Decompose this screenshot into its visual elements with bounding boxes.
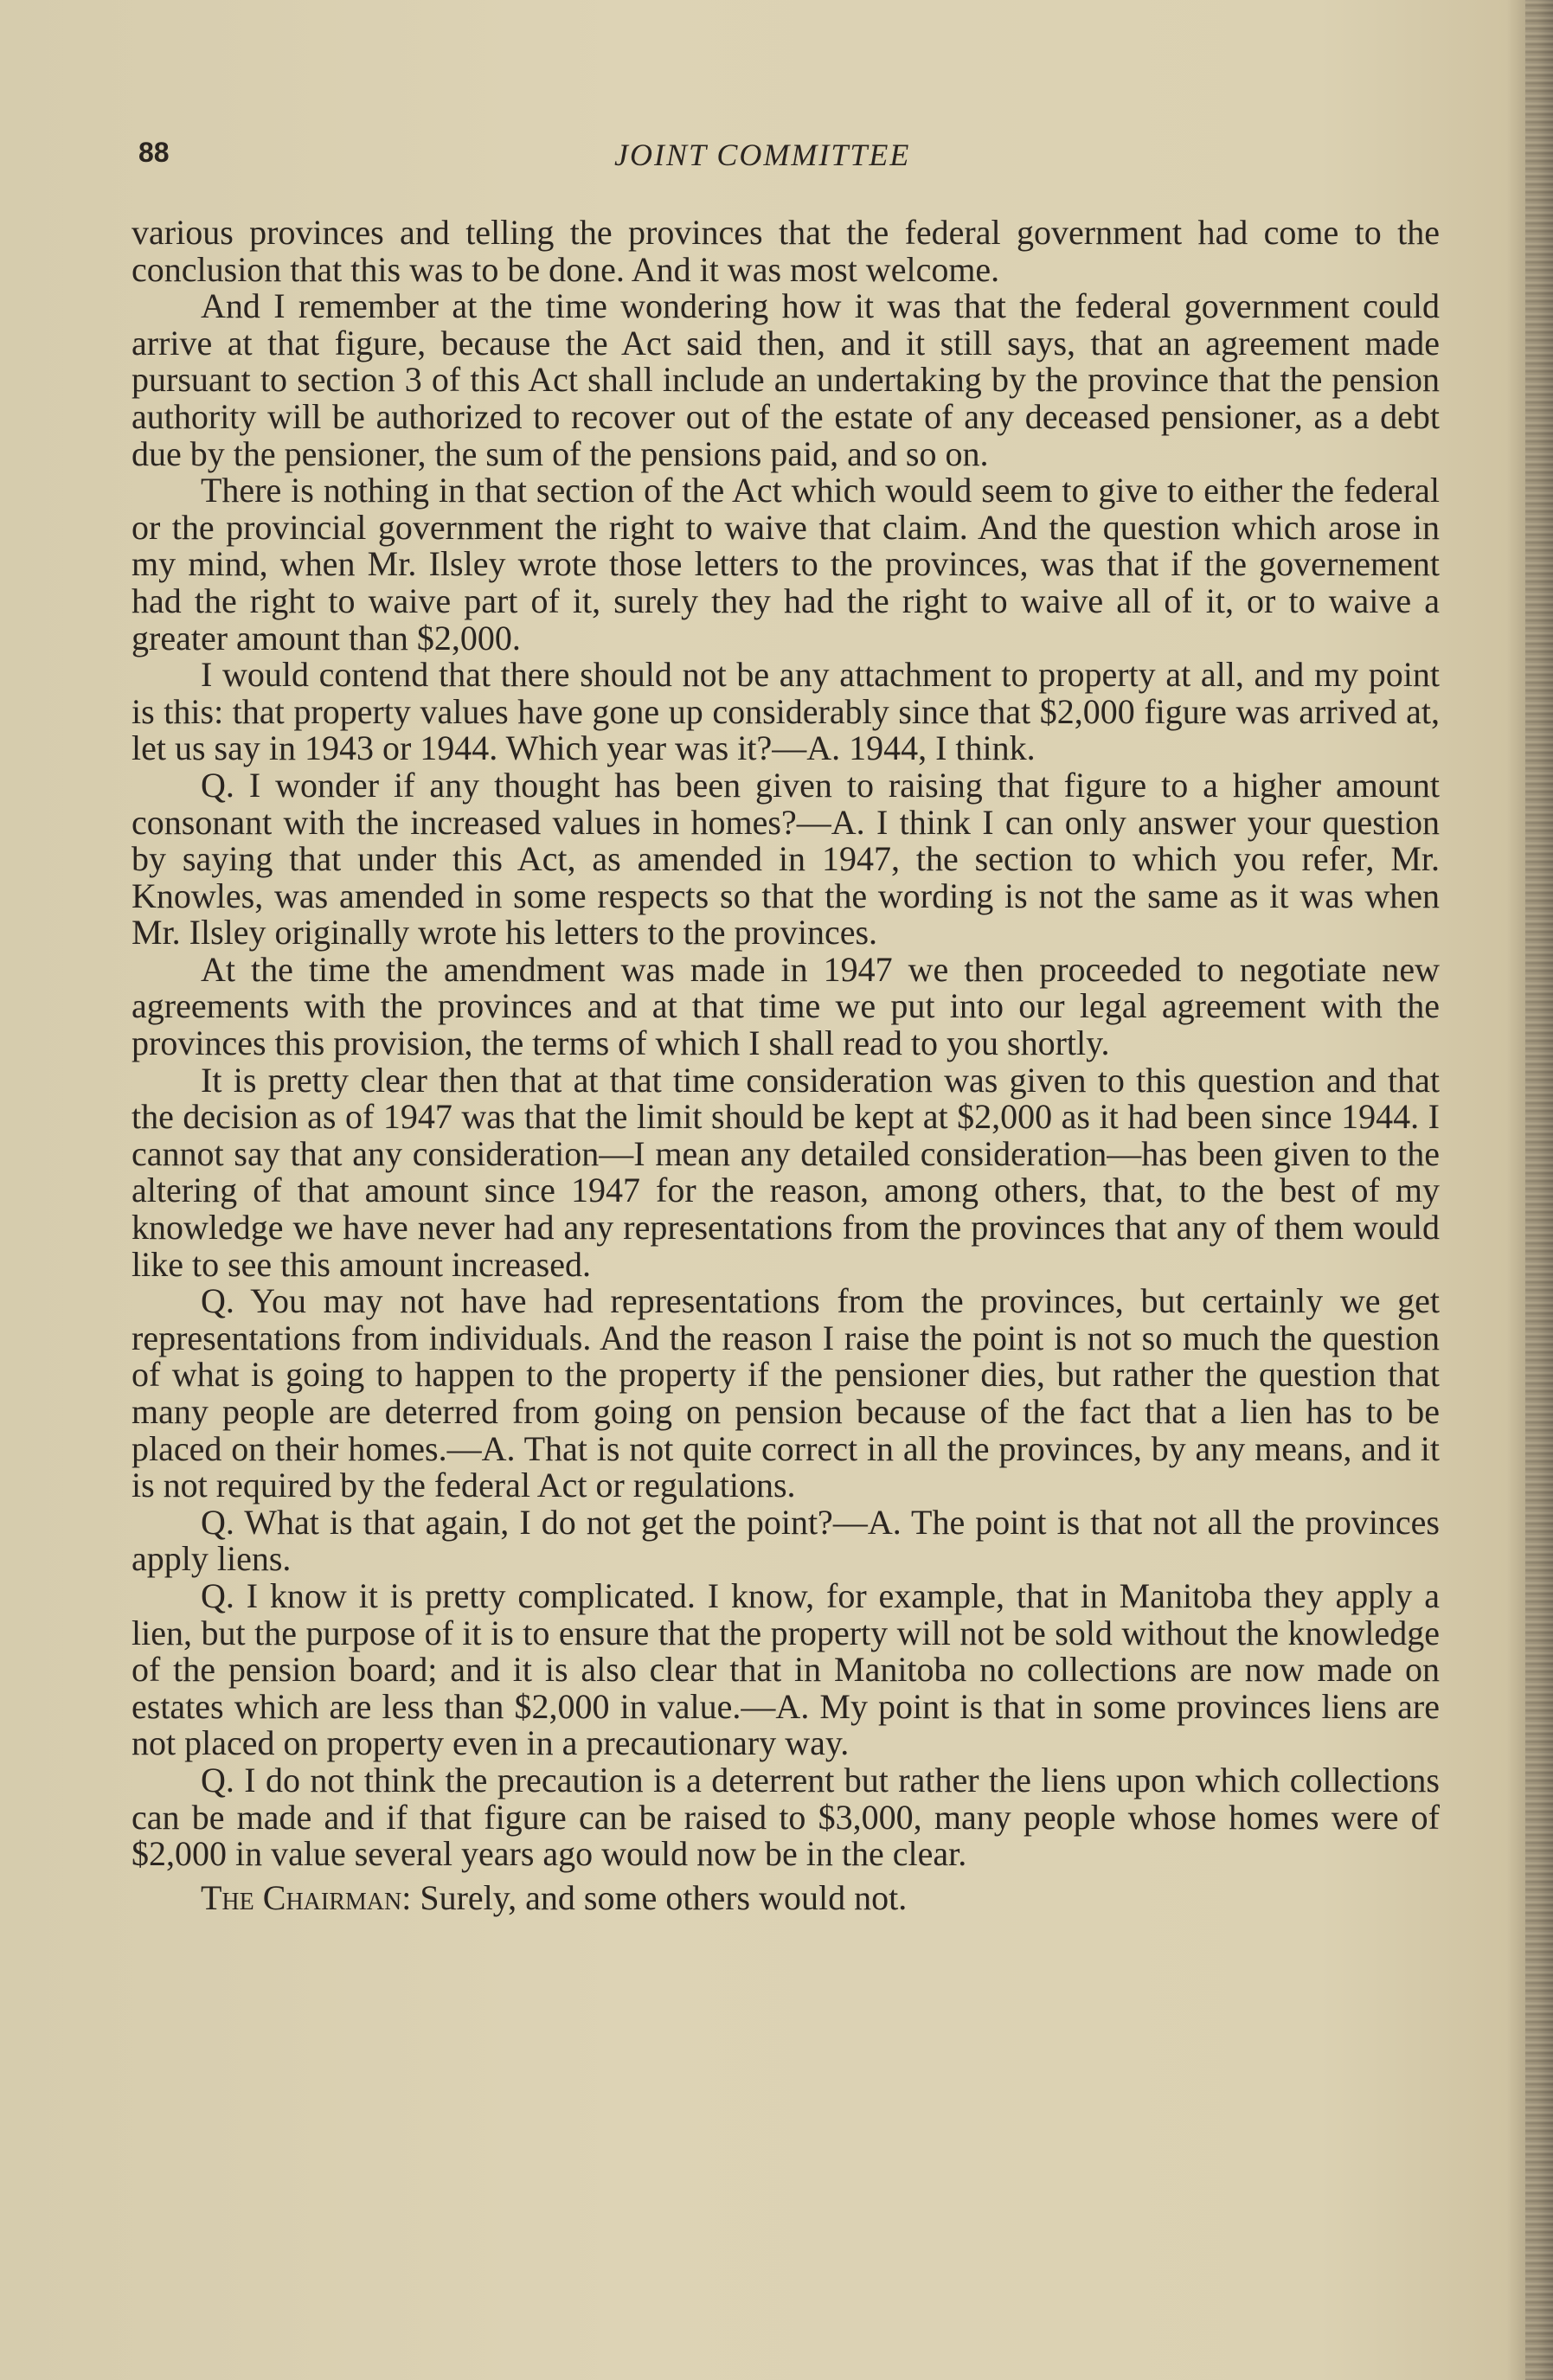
closing-text: Surely, and some others would not.: [411, 1877, 908, 1917]
paragraph: various provinces and telling the provinces that the federal government had come to the conclusion that this was to be done. And it was most welcome.: [132, 213, 1440, 289]
body-text: [132, 215, 1440, 1916]
paragraph: Q. I know it is pretty complicated. I know, for example, that in Manitoba they apply a lien, but the purpose of it is to ensure that the property will not be sold without the knowledge of the pension board; and it is also clear that in Manitoba no collections are now made on estates which are less than $2,000 in value.—A. My point is that in some provinces liens are not placed on property even in a precautionary way.: [132, 1575, 1440, 1763]
speaker-label: The Chairman:: [201, 1877, 412, 1917]
paragraph: Q. I do not think the precaution is a deterrent but rather the liens upon which collections can be made and if that figure can be raised to $3,000, many people whose homes were of $2,000 in value several years ago would now be in the clear.: [132, 1760, 1440, 1874]
running-head-title: JOINT COMMITTEE: [614, 138, 911, 172]
paragraph: Q. What is that again, I do not get the point?—A. The point is that not all the provinces apply liens.: [132, 1502, 1440, 1579]
paragraph: I would contend that there should not be any attachment to property at all, and my point is this: that property values have gone up considerably since that $2,000 figure was arrived at, let us say in 1943 or 1944. Which year was it?—A. 1944, I think.: [132, 655, 1440, 768]
page-number: 88: [138, 137, 170, 168]
paragraph: And I remember at the time wondering how it was that the federal government could arrive at that figure, because the Act said then, and it still says, that an agreement made pursuant to section 3 of this Act shall include an undertaking by the province that the pension authority will be authorized to recover out of the estate of any deceased pensioner, as a debt due by the pensioner, the sum of the pensions paid, and so on.: [132, 286, 1440, 473]
paragraph: Q. You may not have had representations from the provinces, but certainly we get representations from individuals. And the reason I raise the point is not so much the question of what is going to happen to the property if the pensioner dies, but rather the question that many people are deterred from going on pension because of the fact that a lien has to be placed on their homes.—A. That is not quite correct in all the provinces, by any means, and it is not required by the federal Act or regulations.: [132, 1281, 1440, 1505]
paragraph: Q. I wonder if any thought has been given to raising that figure to a higher amount consonant with the increased values in homes?—A. I think I can only answer your question by saying that under this Act, as amended in 1947, the section to which you refer, Mr. Knowles, was amended in some respects so that the wording is not the same as it was when Mr. Ilsley originally wrote his letters to the provinces.: [132, 765, 1440, 953]
paragraph: It is pretty clear then that at that time consideration was given to this question and that the decision as of 1947 was that the limit should be kept at $2,000 as it had been since 1944. I cannot say that any consideration—I mean any detailed consideration—has been given to the altering of that amount since 1947 for the reason, among others, that, to the best of my knowledge we have never had any representations from the provinces that any of them would like to see this amount increased.: [132, 1060, 1440, 1284]
page-header: [138, 137, 1436, 180]
page-edge: [1525, 0, 1553, 2380]
paragraph: There is nothing in that section of the Act which would seem to give to either the federal or the provincial government the right to waive that claim. And the question which arose in my mind, when Mr. Ilsley wrote those letters to the provinces, was that if the governement had the right to waive part of it, surely they had the right to waive all of it, or to waive a greater amount than $2,000.: [132, 471, 1440, 658]
paragraph: At the time the amendment was made in 1947 we then proceeded to negotiate new agreements with the provinces and at that time we put into our legal agreement with the provinces this provision, the terms of which I shall read to you shortly.: [132, 949, 1440, 1063]
closing-paragraph: [132, 1877, 1440, 1917]
